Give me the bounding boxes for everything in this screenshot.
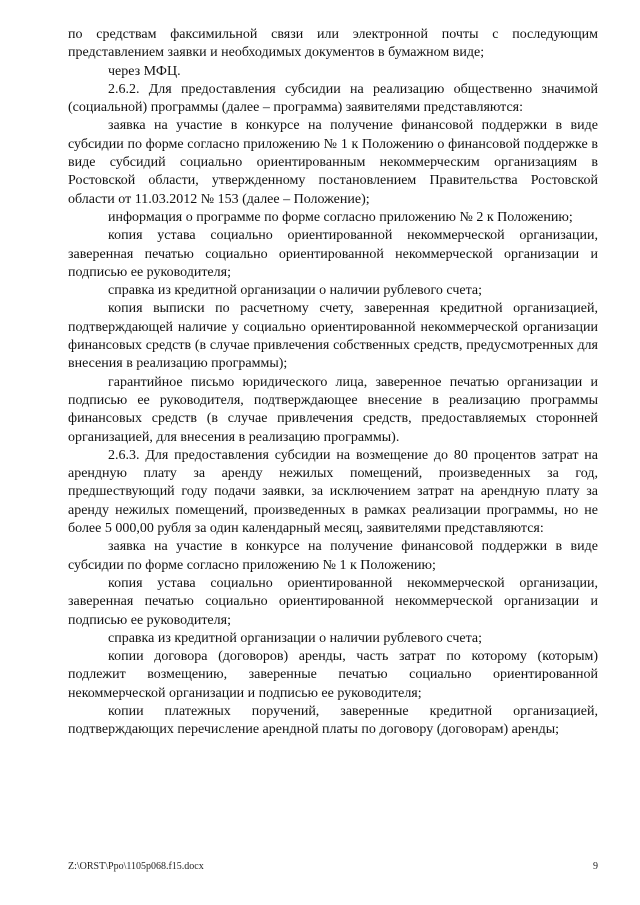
paragraph: по средствам факсимильной связи или электронной почты с последующим представлением заявки и необходимых документов в бумажном виде;: [68, 27, 598, 61]
paragraph: копии договора (договоров) аренды, часть затрат по которому (которым) подлежит возмещению, заверенные печатью социально ориентированной некоммерческой организации и подписью ее руководителя;: [68, 649, 598, 701]
paragraph: копия устава социально ориентированной некоммерческой организации, заверенная печатью социально ориентированной некоммерческой организации и подписью ее руководителя;: [68, 228, 598, 280]
page-number: 9: [593, 861, 598, 872]
paragraph: копия устава социально ориентированной некоммерческой организации, заверенная печатью социально ориентированной некоммерческой организации и подписью ее руководителя;: [68, 575, 598, 628]
paragraph: копия выписки по расчетному счету, заверенная кредитной организацией, подтверждающей наличие у социально ориентированной некоммерческой организации финансовых средств (в случае привлечения собственных средств, предусмотренных для внесения в реализацию программы);: [68, 301, 598, 372]
paragraph: 2.6.2. Для предоставления субсидии на реализацию общественно значимой (социальной) программы (далее – программа) заявителями представляются:: [68, 81, 598, 116]
paragraph: 2.6.3. Для предоставления субсидии на возмещение до 80 процентов затрат на арендную плату за аренду нежилых помещений, произведенных за год, предшествующий году подачи заявки, за исключением затрат на арендную плату за аренду нежилых помещений, произведенных в рамках реализации программы, но не более 5 000,00 рубля за один календарный месяц, заявителями представляются:: [68, 447, 598, 537]
footer-file-path: Z:\ORST\Ppo\1105p068.f15.docx: [68, 861, 204, 872]
paragraph: информация о программе по форме согласно приложению № 2 к Положению;: [108, 209, 573, 225]
paragraph: гарантийное письмо юридического лица, заверенное печатью организации и подписью ее руководителя, подтверждающее внесение в реализацию программы финансовых средств (в случае привлечения средств, предоставляемых сторонней организацией, для внесения в реализацию программы).: [68, 374, 598, 445]
paragraph: заявка на участие в конкурсе на получение финансовой поддержки в виде субсидии по форме согласно приложению № 1 к Положению;: [68, 539, 598, 573]
paragraph: копии платежных поручений, заверенные кредитной организацией, подтверждающих перечисление арендной платы по договору (договорам) аренды;: [68, 703, 598, 738]
paragraph: заявка на участие в конкурсе на получение финансовой поддержки в виде субсидии по форме согласно приложению № 1 к Положению о финансовой поддержке в виде субсидий социально ориентированным некоммерческим организациям в Ростовской области, утвержденному постановлением Правительства Ростовской области от 11.03.2012 № 153 (далее – Положение);: [68, 118, 598, 207]
paragraph: справка из кредитной организации о наличии рублевого счета;: [108, 283, 482, 299]
paragraph: через МФЦ.: [108, 63, 181, 79]
paragraph: справка из кредитной организации о наличии рублевого счета;: [108, 630, 482, 646]
document-body: [68, 26, 598, 740]
